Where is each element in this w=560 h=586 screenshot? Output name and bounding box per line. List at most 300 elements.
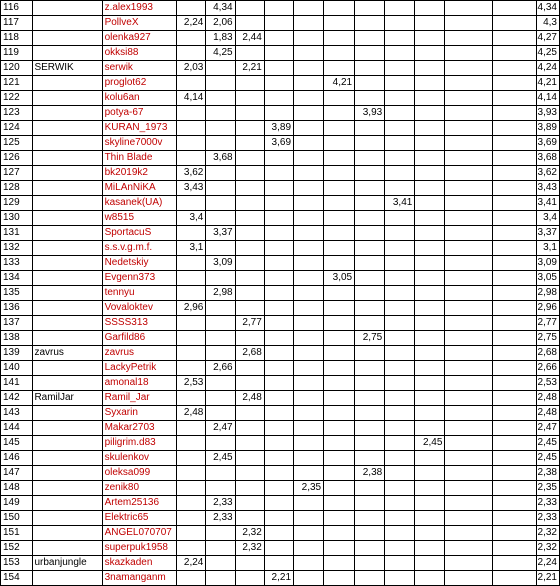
score-cell xyxy=(492,571,536,586)
score-cell xyxy=(415,31,445,46)
table-row xyxy=(1,286,560,301)
player-link[interactable]: Artem25136 xyxy=(102,496,177,511)
player-link[interactable]: kolu6an xyxy=(102,91,177,106)
score-cell xyxy=(415,46,445,61)
score-cell xyxy=(324,406,355,421)
player-link[interactable]: tennyu xyxy=(102,286,177,301)
player-link[interactable]: Garfild86 xyxy=(102,331,177,346)
score-cell xyxy=(492,301,536,316)
total-cell: 2,77 xyxy=(536,316,559,331)
score-cell: 2,06 xyxy=(206,16,235,31)
score-cell xyxy=(415,241,445,256)
total-cell: 4,14 xyxy=(536,91,559,106)
rank-cell: 144 xyxy=(1,421,33,436)
score-cell xyxy=(415,271,445,286)
score-cell xyxy=(177,421,206,436)
score-cell xyxy=(415,421,445,436)
score-cell xyxy=(324,136,355,151)
score-cell xyxy=(445,106,492,121)
score-cell: 2,98 xyxy=(206,286,235,301)
score-cell xyxy=(235,1,264,16)
score-cell xyxy=(264,406,293,421)
score-cell xyxy=(235,496,264,511)
score-cell: 3,69 xyxy=(264,136,293,151)
score-cell xyxy=(385,556,415,571)
team-cell xyxy=(33,256,102,271)
player-link[interactable]: Syxarin xyxy=(102,406,177,421)
score-cell xyxy=(294,421,324,436)
player-link[interactable]: serwik xyxy=(102,61,177,76)
score-cell xyxy=(385,346,415,361)
score-cell: 2,45 xyxy=(206,451,235,466)
table-row xyxy=(1,136,560,151)
rank-cell: 116 xyxy=(1,1,33,16)
score-cell xyxy=(294,181,324,196)
score-cell xyxy=(264,31,293,46)
player-link[interactable]: superpuk1958 xyxy=(102,541,177,556)
score-cell xyxy=(294,286,324,301)
score-cell xyxy=(385,466,415,481)
score-cell: 3,93 xyxy=(355,106,385,121)
score-cell xyxy=(445,391,492,406)
player-link[interactable]: zavrus xyxy=(102,346,177,361)
score-cell xyxy=(385,91,415,106)
score-cell xyxy=(324,46,355,61)
score-cell xyxy=(177,496,206,511)
score-cell xyxy=(294,451,324,466)
score-cell xyxy=(324,436,355,451)
score-cell xyxy=(385,181,415,196)
score-cell xyxy=(294,106,324,121)
player-link[interactable]: Nedetskiy xyxy=(102,256,177,271)
player-link[interactable]: SportacuS xyxy=(102,226,177,241)
score-cell xyxy=(324,196,355,211)
total-cell: 3,41 xyxy=(536,196,559,211)
score-cell xyxy=(294,466,324,481)
total-cell: 3,68 xyxy=(536,151,559,166)
score-cell xyxy=(415,196,445,211)
score-cell xyxy=(264,151,293,166)
table-row xyxy=(1,346,560,361)
rank-cell: 147 xyxy=(1,466,33,481)
rank-cell: 119 xyxy=(1,46,33,61)
team-cell: zavrus xyxy=(33,346,102,361)
score-cell xyxy=(385,496,415,511)
score-cell xyxy=(492,61,536,76)
player-link[interactable]: Ramil_Jar xyxy=(102,391,177,406)
player-link[interactable]: MiLAnNiKA xyxy=(102,181,177,196)
total-cell: 3,89 xyxy=(536,121,559,136)
score-cell xyxy=(415,211,445,226)
table-row xyxy=(1,151,560,166)
team-cell xyxy=(33,436,102,451)
table-row xyxy=(1,436,560,451)
score-cell xyxy=(206,571,235,586)
score-cell xyxy=(206,436,235,451)
score-cell xyxy=(385,436,415,451)
rank-cell: 149 xyxy=(1,496,33,511)
team-cell xyxy=(33,571,102,586)
score-cell xyxy=(324,346,355,361)
table-row xyxy=(1,121,560,136)
score-cell xyxy=(235,451,264,466)
score-cell xyxy=(415,316,445,331)
player-link[interactable]: potya-67 xyxy=(102,106,177,121)
score-cell: 2,47 xyxy=(206,421,235,436)
score-cell xyxy=(445,136,492,151)
score-cell xyxy=(415,481,445,496)
score-cell: 2,68 xyxy=(235,346,264,361)
score-cell xyxy=(206,121,235,136)
score-cell xyxy=(235,421,264,436)
score-cell xyxy=(177,526,206,541)
score-cell xyxy=(324,376,355,391)
score-cell xyxy=(235,136,264,151)
rank-cell: 133 xyxy=(1,256,33,271)
player-link[interactable]: kasanek(UA) xyxy=(102,196,177,211)
score-cell xyxy=(445,346,492,361)
total-cell: 2,48 xyxy=(536,391,559,406)
score-cell xyxy=(324,226,355,241)
score-cell xyxy=(264,1,293,16)
score-cell: 4,25 xyxy=(206,46,235,61)
score-cell xyxy=(492,451,536,466)
player-link[interactable]: okksi88 xyxy=(102,46,177,61)
score-cell: 2,96 xyxy=(177,301,206,316)
total-cell: 2,66 xyxy=(536,361,559,376)
score-cell xyxy=(385,241,415,256)
score-cell xyxy=(177,511,206,526)
score-cell xyxy=(235,481,264,496)
table-row xyxy=(1,316,560,331)
score-cell xyxy=(264,301,293,316)
player-link[interactable]: Elektric65 xyxy=(102,511,177,526)
score-cell xyxy=(324,181,355,196)
score-cell xyxy=(177,346,206,361)
score-cell xyxy=(415,346,445,361)
score-cell xyxy=(492,211,536,226)
total-cell: 2,32 xyxy=(536,541,559,556)
score-cell xyxy=(235,361,264,376)
score-cell xyxy=(415,1,445,16)
score-cell xyxy=(415,526,445,541)
player-link[interactable]: oleksa099 xyxy=(102,466,177,481)
player-link[interactable]: skyline7000v xyxy=(102,136,177,151)
table-row xyxy=(1,61,560,76)
score-cell xyxy=(445,16,492,31)
score-cell xyxy=(177,571,206,586)
score-cell xyxy=(206,391,235,406)
player-link[interactable]: Thin Blade xyxy=(102,151,177,166)
score-cell xyxy=(492,256,536,271)
score-cell xyxy=(235,466,264,481)
rank-cell: 120 xyxy=(1,61,33,76)
score-cell xyxy=(492,151,536,166)
score-cell xyxy=(294,571,324,586)
score-cell xyxy=(385,451,415,466)
score-cell xyxy=(415,256,445,271)
score-cell xyxy=(235,91,264,106)
team-cell xyxy=(33,211,102,226)
score-cell xyxy=(355,301,385,316)
score-cell xyxy=(264,196,293,211)
score-cell: 2,48 xyxy=(177,406,206,421)
team-cell xyxy=(33,181,102,196)
score-cell xyxy=(492,1,536,16)
score-cell xyxy=(324,466,355,481)
score-cell xyxy=(415,151,445,166)
player-link[interactable]: olenka927 xyxy=(102,31,177,46)
rank-cell: 139 xyxy=(1,346,33,361)
table-row xyxy=(1,31,560,46)
score-cell xyxy=(235,241,264,256)
score-cell xyxy=(445,166,492,181)
score-cell xyxy=(492,376,536,391)
total-cell: 3,37 xyxy=(536,226,559,241)
total-cell: 2,38 xyxy=(536,466,559,481)
score-cell xyxy=(415,136,445,151)
rank-cell: 131 xyxy=(1,226,33,241)
score-cell xyxy=(235,256,264,271)
score-cell xyxy=(385,301,415,316)
team-cell xyxy=(33,301,102,316)
score-cell xyxy=(235,106,264,121)
player-link[interactable]: PollveX xyxy=(102,16,177,31)
score-cell xyxy=(445,316,492,331)
score-cell xyxy=(415,496,445,511)
score-cell xyxy=(177,1,206,16)
player-link[interactable]: piligrim.d83 xyxy=(102,436,177,451)
score-cell: 4,34 xyxy=(206,1,235,16)
score-cell: 2,33 xyxy=(206,496,235,511)
score-cell: 2,44 xyxy=(235,31,264,46)
team-cell xyxy=(33,151,102,166)
score-cell xyxy=(294,1,324,16)
team-cell xyxy=(33,451,102,466)
score-cell xyxy=(324,331,355,346)
score-cell xyxy=(415,286,445,301)
score-cell xyxy=(492,541,536,556)
player-link[interactable]: amonal18 xyxy=(102,376,177,391)
score-cell xyxy=(264,466,293,481)
score-cell xyxy=(177,436,206,451)
score-cell xyxy=(264,451,293,466)
score-cell xyxy=(324,91,355,106)
score-cell xyxy=(235,436,264,451)
player-link[interactable]: LackyPetrik xyxy=(102,361,177,376)
total-cell: 2,33 xyxy=(536,511,559,526)
player-link[interactable]: bk2019k2 xyxy=(102,166,177,181)
score-cell xyxy=(492,106,536,121)
team-cell: RamilJar xyxy=(33,391,102,406)
player-link[interactable]: KURAN_1973 xyxy=(102,121,177,136)
score-cell xyxy=(177,466,206,481)
score-cell xyxy=(355,211,385,226)
score-cell: 3,68 xyxy=(206,151,235,166)
score-cell xyxy=(177,481,206,496)
player-link[interactable]: skazkaden xyxy=(102,556,177,571)
player-link[interactable]: zenik80 xyxy=(102,481,177,496)
score-cell xyxy=(324,526,355,541)
score-cell xyxy=(324,541,355,556)
total-cell: 4,25 xyxy=(536,46,559,61)
table-row xyxy=(1,241,560,256)
score-cell xyxy=(492,271,536,286)
score-cell xyxy=(264,166,293,181)
score-cell xyxy=(294,556,324,571)
team-cell xyxy=(33,421,102,436)
score-cell xyxy=(445,91,492,106)
score-cell xyxy=(264,436,293,451)
player-link[interactable]: s.s.v.g.m.f. xyxy=(102,241,177,256)
score-cell xyxy=(177,256,206,271)
score-cell xyxy=(324,361,355,376)
score-cell xyxy=(415,361,445,376)
score-cell xyxy=(264,226,293,241)
score-cell xyxy=(264,331,293,346)
score-cell xyxy=(324,301,355,316)
rank-cell: 137 xyxy=(1,316,33,331)
total-cell: 2,75 xyxy=(536,331,559,346)
score-cell xyxy=(355,376,385,391)
score-cell xyxy=(385,331,415,346)
score-cell xyxy=(294,301,324,316)
score-cell: 3,89 xyxy=(264,121,293,136)
player-link[interactable]: Makar2703 xyxy=(102,421,177,436)
score-cell xyxy=(445,541,492,556)
score-cell xyxy=(492,391,536,406)
team-cell xyxy=(33,136,102,151)
table-row xyxy=(1,196,560,211)
score-cell xyxy=(445,511,492,526)
table-row xyxy=(1,496,560,511)
score-cell xyxy=(264,181,293,196)
score-cell xyxy=(492,511,536,526)
score-cell xyxy=(294,526,324,541)
score-cell xyxy=(177,31,206,46)
score-cell xyxy=(264,91,293,106)
table-row xyxy=(1,481,560,496)
score-cell xyxy=(206,541,235,556)
total-cell: 3,69 xyxy=(536,136,559,151)
player-link[interactable]: 3namanganm xyxy=(102,571,177,586)
table-row xyxy=(1,421,560,436)
score-cell xyxy=(445,61,492,76)
score-cell xyxy=(206,271,235,286)
score-cell xyxy=(264,46,293,61)
score-cell xyxy=(385,271,415,286)
score-cell xyxy=(324,256,355,271)
table-row xyxy=(1,166,560,181)
table-row xyxy=(1,76,560,91)
score-cell xyxy=(206,166,235,181)
score-cell: 2,24 xyxy=(177,556,206,571)
score-cell xyxy=(206,76,235,91)
score-cell xyxy=(264,271,293,286)
score-cell xyxy=(355,121,385,136)
team-cell xyxy=(33,91,102,106)
table-row xyxy=(1,211,560,226)
score-cell: 3,09 xyxy=(206,256,235,271)
score-cell xyxy=(492,241,536,256)
score-cell xyxy=(445,286,492,301)
score-cell xyxy=(385,31,415,46)
score-cell xyxy=(385,316,415,331)
player-link[interactable]: skulenkov xyxy=(102,451,177,466)
score-cell: 3,43 xyxy=(177,181,206,196)
score-cell xyxy=(294,46,324,61)
rank-cell: 140 xyxy=(1,361,33,376)
score-cell: 3,4 xyxy=(177,211,206,226)
team-cell xyxy=(33,466,102,481)
score-cell xyxy=(415,106,445,121)
score-cell xyxy=(492,316,536,331)
score-cell xyxy=(264,391,293,406)
score-cell xyxy=(492,121,536,136)
score-cell xyxy=(177,286,206,301)
score-cell xyxy=(206,241,235,256)
score-cell xyxy=(415,406,445,421)
score-cell xyxy=(492,196,536,211)
score-cell xyxy=(235,76,264,91)
total-cell: 2,21 xyxy=(536,571,559,586)
player-link[interactable]: z.alex1993 xyxy=(102,1,177,16)
score-cell xyxy=(324,481,355,496)
player-link[interactable]: SSSS313 xyxy=(102,316,177,331)
score-cell xyxy=(264,526,293,541)
total-cell: 4,34 xyxy=(536,1,559,16)
score-cell: 4,21 xyxy=(324,76,355,91)
score-cell xyxy=(324,16,355,31)
score-cell xyxy=(385,481,415,496)
score-cell xyxy=(324,496,355,511)
player-link[interactable]: proglot62 xyxy=(102,76,177,91)
table-row xyxy=(1,406,560,421)
total-cell: 3,93 xyxy=(536,106,559,121)
score-cell xyxy=(492,46,536,61)
player-link[interactable]: Evgenn373 xyxy=(102,271,177,286)
total-cell: 3,05 xyxy=(536,271,559,286)
score-cell xyxy=(294,226,324,241)
score-cell xyxy=(324,151,355,166)
team-cell xyxy=(33,316,102,331)
score-cell xyxy=(324,166,355,181)
score-cell xyxy=(235,376,264,391)
score-cell xyxy=(206,346,235,361)
team-cell xyxy=(33,196,102,211)
score-cell xyxy=(445,481,492,496)
score-cell xyxy=(385,361,415,376)
player-link[interactable]: w8515 xyxy=(102,211,177,226)
score-cell xyxy=(385,121,415,136)
total-cell: 2,45 xyxy=(536,451,559,466)
score-cell xyxy=(492,421,536,436)
player-link[interactable]: ANGEL070707 xyxy=(102,526,177,541)
player-link[interactable]: Vovaloktev xyxy=(102,301,177,316)
score-cell xyxy=(294,406,324,421)
score-cell xyxy=(445,181,492,196)
team-cell xyxy=(33,481,102,496)
team-cell: SERWIK xyxy=(33,61,102,76)
score-cell xyxy=(355,76,385,91)
score-cell xyxy=(492,466,536,481)
rank-cell: 118 xyxy=(1,31,33,46)
score-cell xyxy=(324,571,355,586)
score-cell xyxy=(177,46,206,61)
team-cell: urbanjungle xyxy=(33,556,102,571)
rank-cell: 143 xyxy=(1,406,33,421)
score-cell xyxy=(445,451,492,466)
